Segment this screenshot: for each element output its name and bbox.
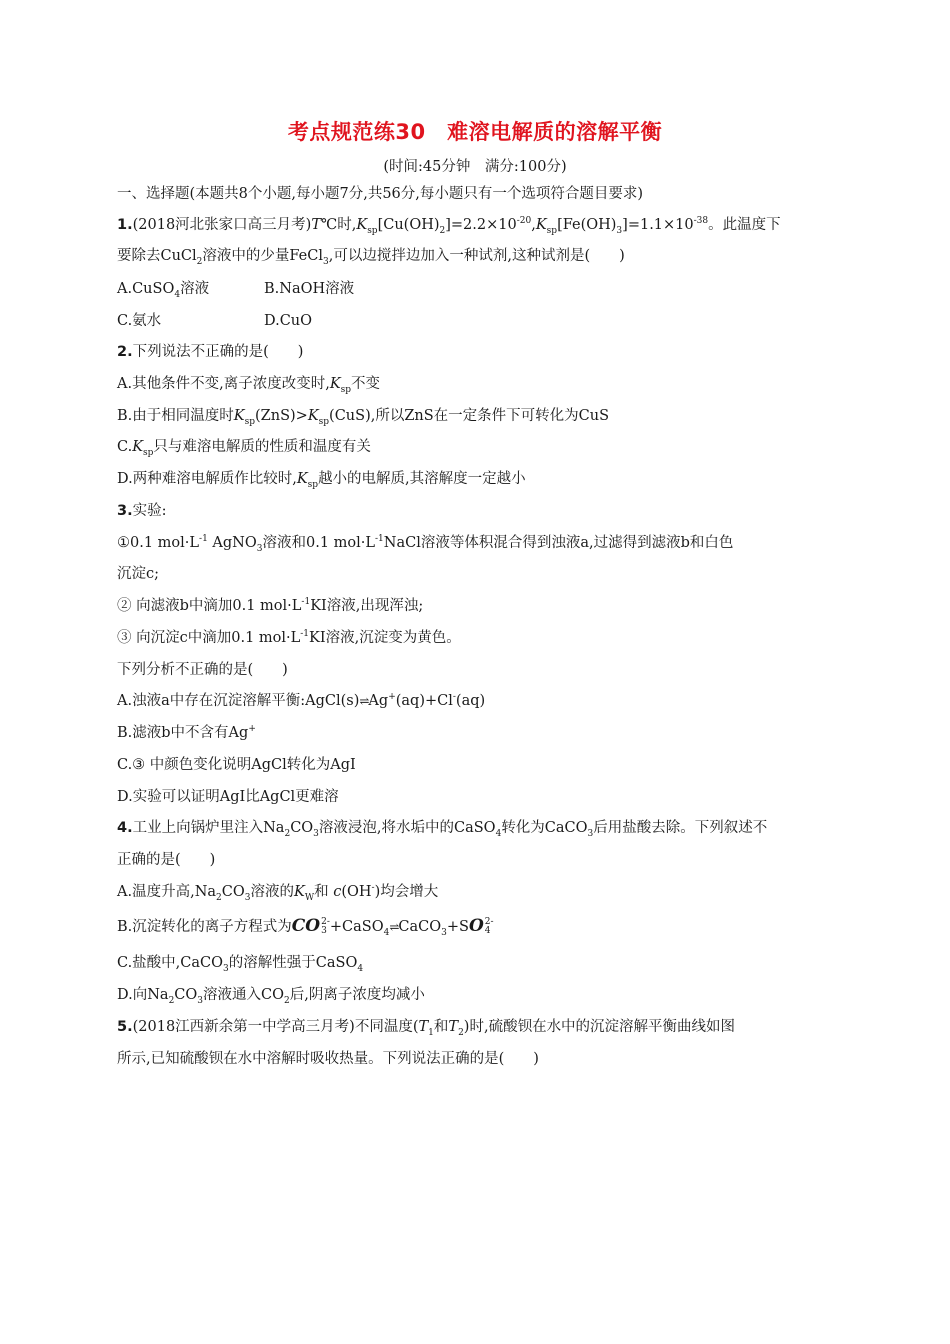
q4-option-a: A.温度升高$,Na_2CO_3$溶液的$K_W$和 c(OH-)均会增大 (117, 883, 439, 903)
q1-option-c: C.氨水 (117, 313, 162, 329)
q3-option-b: B.滤液b中不含有Ag+ (117, 724, 256, 741)
q2-stem: 2.下列说法不正确的是( ) (117, 344, 304, 360)
q1-option-d: D.CuO (264, 313, 313, 329)
q4-option-c: C.盐酸中,CaCO$_3$的溶解性强于CaSO$_4$ (117, 955, 364, 974)
q1-option-b: B.NaOH溶液 (264, 281, 355, 297)
q5-line-1: 5.(2018江西新余第一中学高三月考)不同温度($T_1$和$T_2$)时,硫酸钡在水中的沉淀溶解平衡曲线如图 (117, 1019, 736, 1038)
q2-option-c: $C.K_{sp}$只与难溶电解质的性质和温度有关 (117, 439, 371, 458)
equilibrium-arrow-icon: ⇌ (389, 920, 399, 934)
q3-option-d: D.实验可以证明AgI比AgCl更难溶 (117, 789, 339, 805)
q2-option-b: B.由于相同温度时$K_{sp}(ZnS)>K_{sp}(CuS)$,所以ZnS在一定条件下可转化为CuS (117, 408, 610, 427)
q3-experiment-1: ①0.1 $mol\cdot L^{-1}$ AgNO$_3$溶液和0.1 $mol\cdot L^{-1}NaCl$溶液等体积混合得到浊液a,过滤得到滤液b和白色 (117, 534, 734, 554)
section-heading: 一、选择题(本题共8个小题,每小题7分,共56分,每小题只有一个选项符合题目要求) (117, 186, 644, 202)
q2-option-a: A.其他条件不变,离子浓度改变时$,K_{sp}$不变 (117, 376, 381, 395)
q1-option-a: A.CuSO$_4$溶液 (117, 281, 210, 300)
q3-experiment-2: ② 向滤液b中滴加0.1 $mol\cdot L^{-1}KI$溶液,出现浑浊; (117, 597, 424, 614)
q1-line-2: 要除去CuCl$_2$溶液中的少量FeCl$_3$,可以边搅拌边加入一种试剂,这种试剂是( ) (117, 248, 625, 267)
q3-experiment-1-cont: 沉淀c; (117, 566, 160, 582)
q4-line-1: 4.工业上向锅炉里注入$Na_2CO_3$溶液浸泡,将水垢中的CaSO$_4$转化为CaCO$_3$后用盐酸去除。下列叙述不 (117, 820, 768, 839)
q3-stem: 3.实验: (117, 503, 167, 519)
page-title: 考点规范练30 难溶电解质的溶解平衡 (287, 120, 663, 144)
q3-option-a: A.浊液a中存在沉淀溶解平衡:AgCl(s)⇌Ag+(aq)+Cl-(aq) (117, 692, 486, 709)
q5-line-2: 所示,已知硫酸钡在水中溶解时吸收热量。下列说法正确的是( ) (117, 1051, 539, 1067)
q4-option-b: B.沉淀转化的离子方程式为CO 2- 3 +CaSO$_4$⇌CaCO$_3$+SO 2- 4 (117, 916, 494, 938)
q1-line-1: 1.(2018河北张家口高三月考)T℃时$,K_{sp}[Cu(OH)_2]=2.2\times 10^{-20},K_{sp}[Fe(OH)_3]=1.1\times 10^{-38}$。此温度下 (117, 216, 781, 236)
equilibrium-arrow-icon: ⇌ (359, 694, 369, 708)
q3-question: 下列分析不正确的是( ) (117, 662, 288, 678)
q3-experiment-3: ③ 向沉淀c中滴加0.1 $mol\cdot L^{-1}KI$溶液,沉淀变为黄色。 (117, 629, 461, 646)
page-subtitle: (时间:45分钟 满分:100分) (383, 159, 567, 175)
q4-option-d: D.向$Na_2CO_3$溶液通入$CO_2$后,阴离子浓度均减小 (117, 987, 425, 1006)
q2-option-d: D.两种难溶电解质作比较时$,K_{sp}$越小的电解质,其溶解度一定越小 (117, 471, 526, 490)
q3-option-c: C.③ 中颜色变化说明AgCl转化为AgI (117, 757, 356, 773)
q4-line-2: 正确的是( ) (117, 852, 216, 868)
